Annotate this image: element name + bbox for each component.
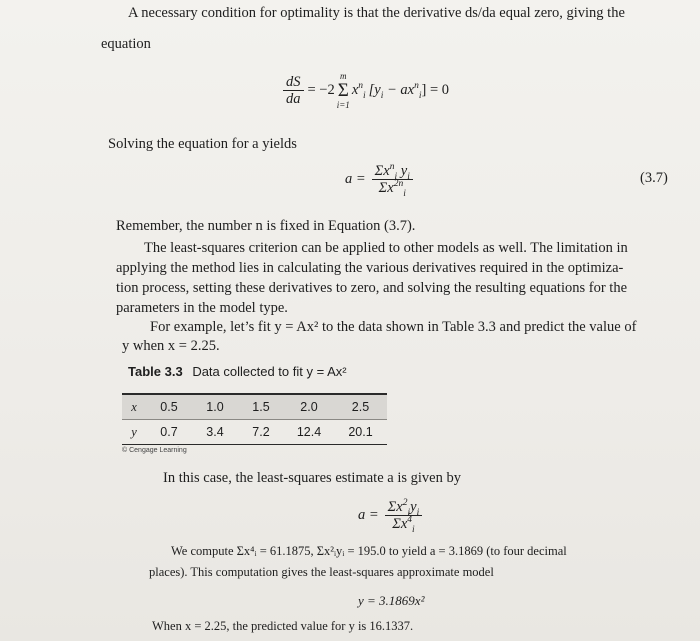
equation-a-specific — [358, 494, 422, 536]
paragraph-example-line1: For example, let’s fit y = Ax² to the data shown in Table 3.3 and predict the value of — [150, 319, 637, 335]
table-row-x — [122, 395, 387, 420]
table-row-y — [122, 420, 387, 445]
sum-term — [352, 82, 449, 99]
eq2-num-y-sub: i — [407, 171, 410, 182]
table-credit: © Cengage Learning — [122, 447, 187, 454]
table-cell: 2.0 — [300, 400, 318, 414]
equation-tail: ] = 0 — [421, 81, 450, 98]
term-x-sub: i — [363, 90, 366, 101]
eq3-num-base: Σx — [387, 498, 403, 515]
paragraph-ls-line3: tion process, setting these derivatives to zero, and solving the resulting equations for the — [116, 280, 628, 296]
eq2-num-base: Σx — [374, 162, 390, 179]
eq2-denominator — [376, 178, 409, 199]
term-x-sup: n — [358, 80, 363, 91]
table-caption — [128, 364, 347, 379]
paragraph-example-line2: y when x = 2.25. — [122, 338, 220, 354]
solving-text: Solving the equation for a yields — [108, 136, 297, 152]
term-x: x — [351, 81, 359, 98]
table-cell: 1.0 — [206, 400, 224, 414]
row-x-label: x — [131, 399, 137, 414]
eq2-den-sup: 2n — [393, 178, 404, 189]
derivative-numerator: dS — [283, 74, 304, 91]
ax-sub: i — [418, 90, 422, 101]
bracket-y-sub: i — [380, 90, 384, 101]
eq2-num-sub: i — [394, 171, 398, 182]
compute-line1: We compute Σx⁴ᵢ = 61.1875, Σx²ᵢyᵢ = 195.0 to yield a = 3.1869 (to four decimal — [171, 544, 567, 558]
equation-number: (3.7) — [640, 170, 668, 186]
table-cell: 1.5 — [252, 400, 270, 414]
in-this-case-text: In this case, the least-squares estimate a is given by — [163, 470, 461, 486]
minus-ax: − ax — [383, 81, 415, 98]
equation-derivative — [283, 62, 449, 118]
eq3-den-sub: i — [412, 524, 415, 535]
eq3-num-y: y — [410, 498, 417, 515]
row-y-label: y — [131, 424, 137, 439]
data-table — [122, 393, 387, 454]
derivative-fraction — [283, 74, 304, 107]
table-cell: 0.5 — [160, 400, 178, 414]
paragraph-ls-line1: The least-squares criterion can be applied to other models as well. The limitation in — [144, 240, 628, 256]
bracket-y: [y — [368, 81, 381, 98]
sum-lower-limit: i=1 — [336, 99, 350, 110]
equals-minus-two: = −2 — [307, 81, 335, 98]
eq2-num-sup: n — [389, 161, 395, 172]
eq3-denominator — [389, 514, 417, 535]
eq3-den-sup: 4 — [407, 514, 413, 525]
eq3-fraction — [385, 497, 423, 535]
eq2-den-sub: i — [403, 188, 406, 199]
eq2-numerator — [372, 163, 413, 180]
eq2-den-base: Σx — [378, 179, 394, 196]
table-caption-number: Table 3.3 — [128, 364, 183, 379]
eq2-num-y: y — [397, 162, 408, 179]
conclusion-line: When x = 2.25, the predicted value for y is 16.1337. — [152, 619, 414, 633]
table-cell: 7.2 — [252, 425, 270, 439]
table-cell: 20.1 — [348, 425, 373, 439]
eq3-den-base: Σx — [392, 515, 408, 532]
eq3-num-sub: i — [407, 507, 411, 518]
eq3-num-sup: 2 — [402, 497, 408, 508]
paragraph-optimality-line2: equation — [101, 36, 151, 52]
table-body — [122, 395, 387, 445]
model-equation: y = 3.1869x² — [358, 593, 425, 608]
eq3-num-y-sub: i — [416, 507, 420, 518]
table-cell: 0.7 — [160, 425, 178, 439]
summation-symbol — [337, 71, 350, 110]
eq2-fraction — [372, 161, 413, 199]
remember-line: Remember, the number n is fixed in Equation (3.7). — [116, 218, 416, 234]
ax-sup: n — [414, 80, 419, 91]
sum-upper-limit: m — [340, 70, 347, 81]
paragraph-ls-line2: applying the method lies in calculating the various derivatives required in the optimiza- — [116, 260, 624, 276]
eq2-lhs: a = — [345, 170, 366, 187]
eq3-lhs: a = — [358, 506, 379, 523]
compute-line2: places). This computation gives the least-squares approximate model — [149, 565, 494, 579]
table-cell: 12.4 — [296, 425, 322, 439]
equation-a-general — [345, 158, 413, 200]
paragraph-ls-line4: parameters in the model type. — [116, 300, 288, 316]
paragraph-optimality-line1: A necessary condition for optimality is that the derivative ds/da equal zero, giving the — [128, 5, 625, 21]
table-cell: 2.5 — [351, 400, 370, 414]
table-cell: 3.4 — [206, 425, 224, 439]
sigma-glyph: Σ — [337, 79, 349, 101]
eq3-numerator — [385, 499, 423, 516]
table-caption-text: Data collected to fit y = Ax² — [192, 364, 347, 379]
derivative-denominator: da — [286, 90, 301, 107]
